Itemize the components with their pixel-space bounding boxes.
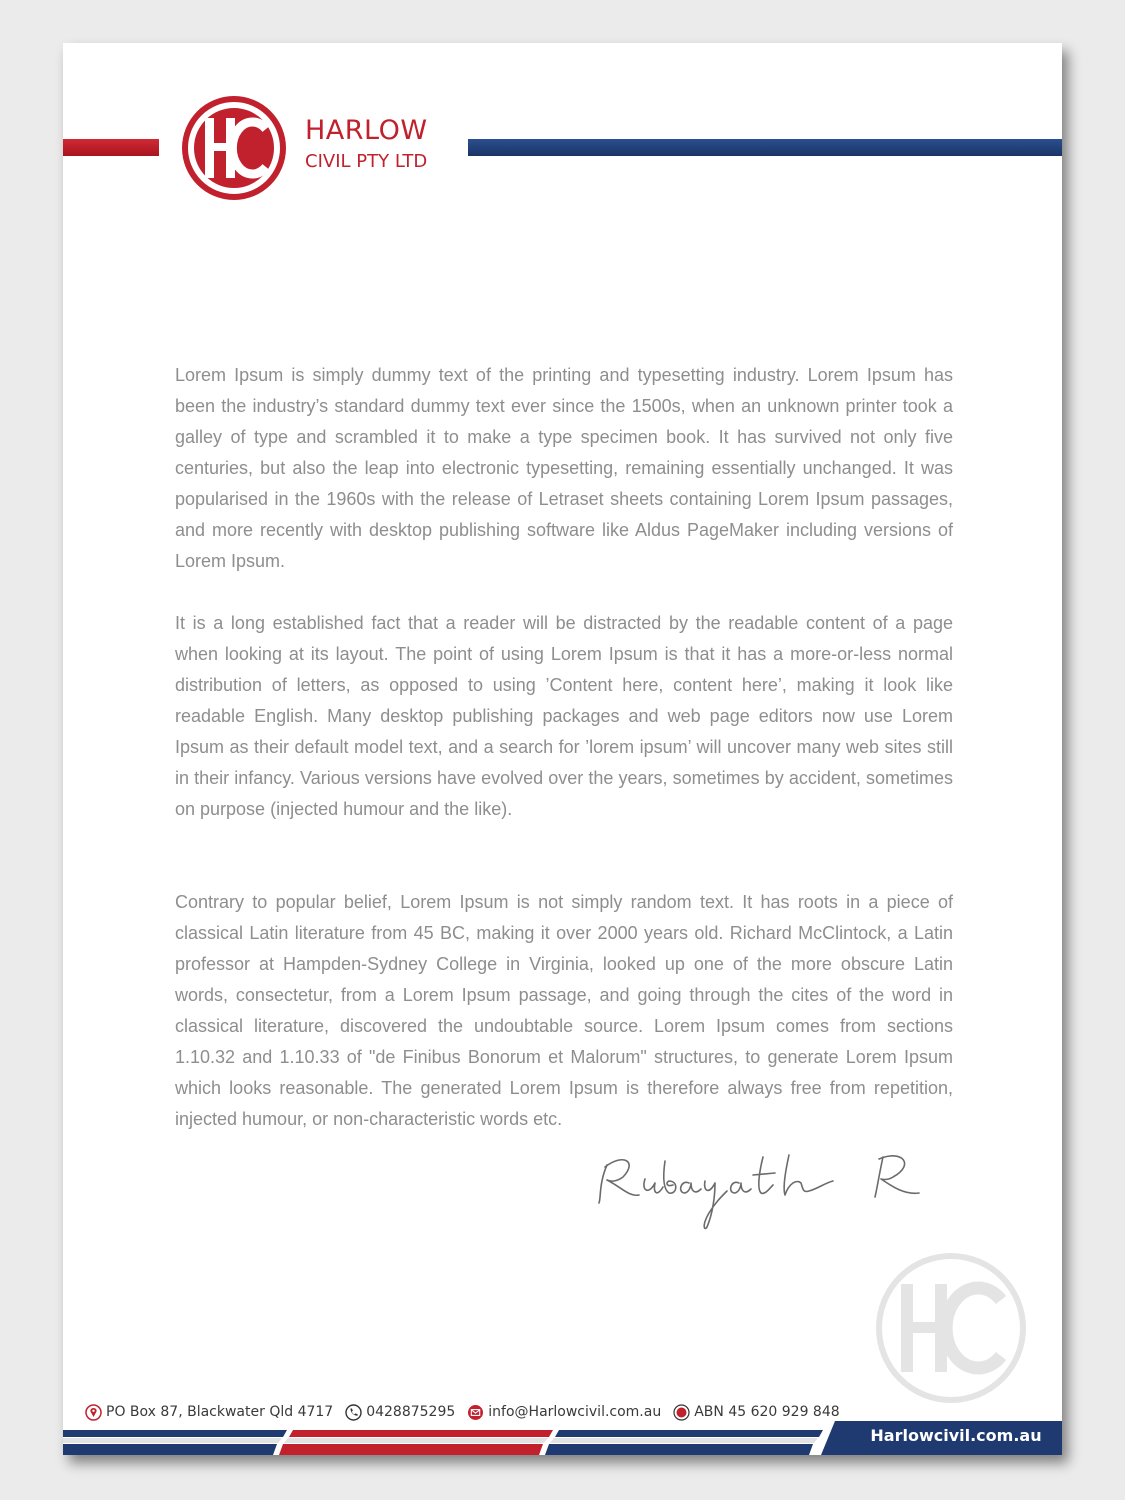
email-icon — [467, 1404, 484, 1421]
header-blue-bar — [468, 139, 1062, 156]
location-pin-icon — [85, 1404, 102, 1421]
watermark-logo-icon — [873, 1250, 1029, 1406]
address-text: PO Box 87, Blackwater Qld 4717 — [106, 1404, 334, 1420]
paragraph: It is a long established fact that a reader will be distracted by the readable content of a page when looking at its layout. The point of using Lorem Ipsum is that it has a more-or-less normal distribution of letters, as opposed to using ’Content here, content here’, making it look like readable English. Many desktop publishing packages and web page editors now use Lorem Ipsum as their default model text, and a search for ’lorem ipsum’ will uncover many web sites still in their infancy. Various versions have evolved over the years, sometimes by accident, sometimes on purpose (injected humour and the like). — [175, 613, 953, 819]
company-logo-icon — [181, 95, 287, 201]
company-subtitle: CIVIL PTY LTD — [305, 151, 428, 172]
signature — [593, 1143, 938, 1233]
letter-body — [175, 360, 953, 1135]
letterhead-page — [63, 43, 1062, 1455]
email-text: info@Harlowcivil.com.au — [488, 1404, 662, 1420]
contact-details — [85, 1401, 845, 1423]
phone-text: 0428875295 — [366, 1404, 456, 1420]
phone-icon — [345, 1404, 362, 1421]
abn-dot-icon — [673, 1404, 690, 1421]
paragraph: Lorem Ipsum is simply dummy text of the printing and typesetting industry. Lorem Ipsum has been the industry’s standard dummy text ever since the 1500s, when an unknown printer took a galley of type and scrambled it to make a type specimen book. It has survived not only five centuries, but also the leap into electronic typesetting, remaining essentially unchanged. It was popularised in the 1960s with the release of Letraset sheets containing Lorem Ipsum passages, and more recently with desktop publishing software like Aldus PageMaker including versions of Lorem Ipsum. — [175, 365, 953, 571]
paragraph: Contrary to popular belief, Lorem Ipsum is not simply random text. It has roots in a piece of classical Latin literature from 45 BC, making it over 2000 years old. Richard McClintock, a Latin professor at Hampden-Sydney College in Virginia, looked up one of the more obscure Latin words, consectetur, from a Lorem Ipsum passage, and going through the cites of the word in classical literature, discovered the undoubtable source. Lorem Ipsum comes from sections 1.10.32 and 1.10.33 of "de Finibus Bonorum et Malorum" structures, to generate Lorem Ipsum which looks reasonable. The generated Lorem Ipsum is therefore always free from repetition, injected humour, or non-characteristic words etc. — [175, 892, 953, 1129]
header-red-bar — [63, 139, 159, 156]
company-name: HARLOW — [305, 115, 428, 146]
abn-text: ABN 45 620 929 848 — [694, 1404, 840, 1420]
website-link[interactable]: Harlowcivil.com.au — [870, 1426, 1042, 1445]
